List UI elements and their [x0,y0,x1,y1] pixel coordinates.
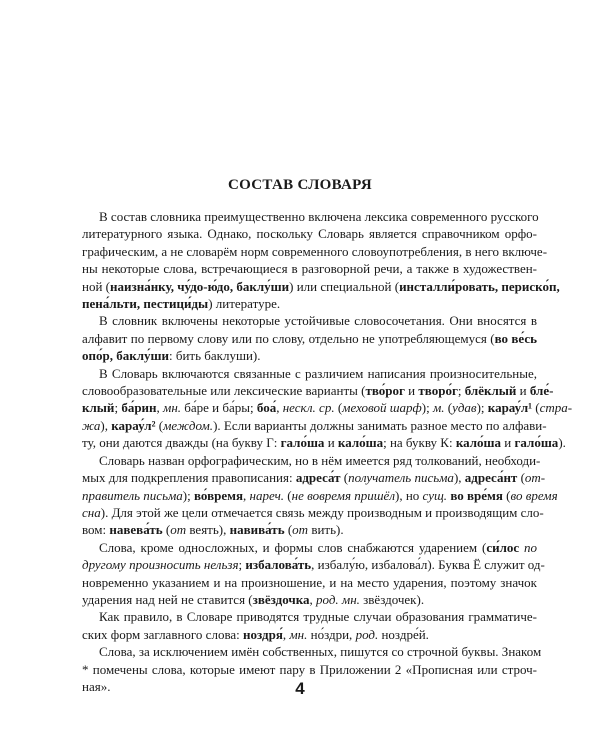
text-line [82,399,573,416]
text-run: ) литературе. [208,296,281,312]
text-run: Слова, за исключением имён собственных, пишутся со строчной буквы. Знаком [99,644,542,660]
text-run: * помечены слова, которые имеют пару в Приложении 2 «Прописная или строч- [82,661,537,677]
text-line [82,365,537,382]
text-run: ) или специальной ( [289,278,400,294]
text-run: Как правило, в Словаре приводятся трудные случаи образования грамматиче- [99,609,537,625]
text-run: ских форм заглавного слова: [82,626,244,642]
text-run: мых для подкрепления правописания: [82,470,296,486]
text-line [82,208,537,225]
text-run: ), но [395,487,423,503]
text-line [82,330,537,347]
italic-note: мн. [289,626,308,642]
text-line [82,452,541,469]
text-line [82,243,548,260]
paragraph [82,208,560,312]
italic-note: меховой шарф [342,400,422,416]
text-run: ( [284,522,293,538]
bold-term: опо́р, баклу́ши [82,348,169,364]
italic-note: сущ. [422,487,448,503]
text-line [82,312,537,329]
italic-note: стра- [539,400,573,416]
italic-note: нескл. ср. [282,400,335,416]
text-run: ( [502,487,511,503]
text-line [82,225,537,242]
italic-note: другому произносить нельзя [82,557,239,573]
italic-note: во время [510,487,558,503]
paragraph [82,365,573,452]
bold-term: карау́л² [111,417,156,433]
text-run: ной ( [82,278,110,294]
text-line [82,469,546,486]
text-line [82,608,537,625]
text-run: В Словарь включаются связанные с различием написания произносительные, [99,365,537,381]
text-run: графическим, а не словарём норм современного словоупотребления, в него включе- [82,243,548,259]
text-run: новременно указанием и на произношение, и на место ударения, поэтому значок [82,574,537,590]
text-run: ба́ре и ба́ры; [181,400,257,416]
text-line [82,487,558,504]
text-run: и [501,435,515,451]
bold-term: гало́ша [514,435,559,451]
bold-term: карау́л¹ [487,400,533,416]
text-line [82,382,554,399]
bold-term: пена́льти, пестици́ды [82,296,209,312]
text-run: ( [334,400,343,416]
bold-term: адреса́нт [464,470,518,486]
bold-term: наизна́нку, чу́до-ю́до, баклу́ши [110,278,290,294]
bold-term: творо́г [418,383,458,399]
text-run: ( [162,522,171,538]
text-run: , [243,487,250,503]
text-line [82,574,537,591]
text-run: В словник включены некоторые устойчивые словосочетания. Они вносятся в [99,313,537,329]
text-run: , [309,591,316,607]
text-line [82,556,545,573]
text-line [82,295,537,312]
text-run: звёздочек). [359,591,425,607]
text-run: веять), [186,522,230,538]
text-line [82,417,547,434]
italic-note: правитель письма [82,487,183,503]
text-run: ( [340,470,349,486]
bold-term: навива́ть [229,522,285,538]
text-run: ( [517,470,525,486]
text-line [82,539,537,556]
italic-note: от [170,522,187,538]
text-run: ). Для этой же цели отмечается связь между производным и производящим сло- [100,504,544,520]
paragraph [82,312,537,364]
italic-note: от [292,522,309,538]
italic-note: от- [524,470,546,486]
section-title: СОСТАВ СЛОВАРЯ [227,177,372,193]
text-run: вом: [82,522,110,538]
text-run: , [276,400,283,416]
text-run: ( [532,400,540,416]
text-line [82,434,566,451]
text-run: но́здри, [307,626,356,642]
text-run: и [516,383,530,399]
text-line [82,521,537,538]
text-run: словообразовательные или лексические варианты ( [82,383,366,399]
text-line [82,591,537,608]
text-run: ту, они даются дважды (на букву Г: [82,435,281,451]
text-line [82,643,542,660]
italic-note: по [524,539,538,555]
bold-term: бле́- [529,383,554,399]
text-run: ( [284,487,292,503]
text-run: ), [100,417,112,433]
italic-note: междом. [163,417,214,433]
text-line [82,278,560,295]
bold-term: во ве́сь [494,330,537,346]
text-run: ), [453,470,465,486]
text-line [82,661,537,678]
text-run: ). [558,435,566,451]
paragraph [82,608,537,643]
bold-term: ба́рин [121,400,157,416]
paragraph [82,452,558,539]
text-run: В состав словника преимущественно включена лексика современного русского [99,209,539,224]
text-run: ударения над ней не ставится ( [82,591,253,607]
italic-note: удав [452,400,477,416]
bold-term: избалова́ть [245,557,312,573]
bold-term: гало́ша [280,435,325,451]
text-run: ; [114,400,122,416]
bold-term: кало́ша [337,435,384,451]
bold-term: си́лос [486,539,520,555]
text-run: ; [457,383,465,399]
body-text [82,208,573,695]
bold-term: боа́ [256,400,277,416]
bold-term: адреса́т [295,470,341,486]
text-run: : бить баклуши). [168,348,261,364]
paragraph [82,539,545,609]
text-run: ны некоторые слова, встречающиеся в разговорной речи, а также в художествен- [82,261,537,277]
text-run: ная». [82,678,111,694]
bold-term: во́время [194,487,244,503]
text-run: вить). [308,522,344,538]
text-run: и [324,435,338,451]
text-line [82,504,544,521]
bold-term: во вре́мя [450,487,503,503]
bold-term: навева́ть [109,522,163,538]
text-run: ); [421,400,433,416]
italic-note: жа [82,417,101,433]
text-run: Слова, кроме односложных, и формы слов снабжаются ударением ( [99,539,487,555]
text-run: , [156,400,164,416]
text-run: литературного языка. Однако, поскольку Словарь является справочником орфо- [82,226,537,242]
bold-term: ноздря́ [243,626,283,642]
italic-note: род. [355,626,379,642]
text-run: ; [238,557,246,573]
italic-note: нареч. [249,487,285,503]
italic-note: получатель письма [348,470,454,486]
text-run: ( [155,417,164,433]
bold-term: инсталли́ровать, периско́п, [399,278,560,294]
text-line [82,626,537,643]
text-run: ( [444,400,453,416]
text-run: , [282,626,290,642]
text-line [82,347,537,364]
italic-note: род. мн. [316,591,360,607]
text-run: ноздре́й. [378,626,429,642]
text-run: ). Если варианты должны занимать разное место по алфави- [213,417,547,433]
text-run: ); [182,487,194,503]
bold-term: звёздочка [252,591,310,607]
text-run: алфавит по первому слову или по слову, отдельно не употребляющемуся ( [82,330,495,346]
italic-note: сна [82,504,101,520]
text-run: ); [476,400,488,416]
italic-note: не вовремя пришёл [291,487,395,503]
text-run: , избалу́ю, избалова́л). Буква Ё служит од- [311,557,545,573]
italic-note: мн. [163,400,182,416]
bold-term: клый [82,400,115,416]
bold-term: тво́рог [365,383,405,399]
text-line [82,260,537,277]
italic-note: м. [432,400,445,416]
text-run: ; на букву К: [383,435,456,451]
bold-term: кало́ша [455,435,502,451]
text-run: Словарь назван орфографическим, но в нём имеется ряд толкований, необходи- [99,452,541,468]
page-number: 4 [295,679,305,698]
bold-term: блёклый [464,383,517,399]
text-run: и [404,383,419,399]
